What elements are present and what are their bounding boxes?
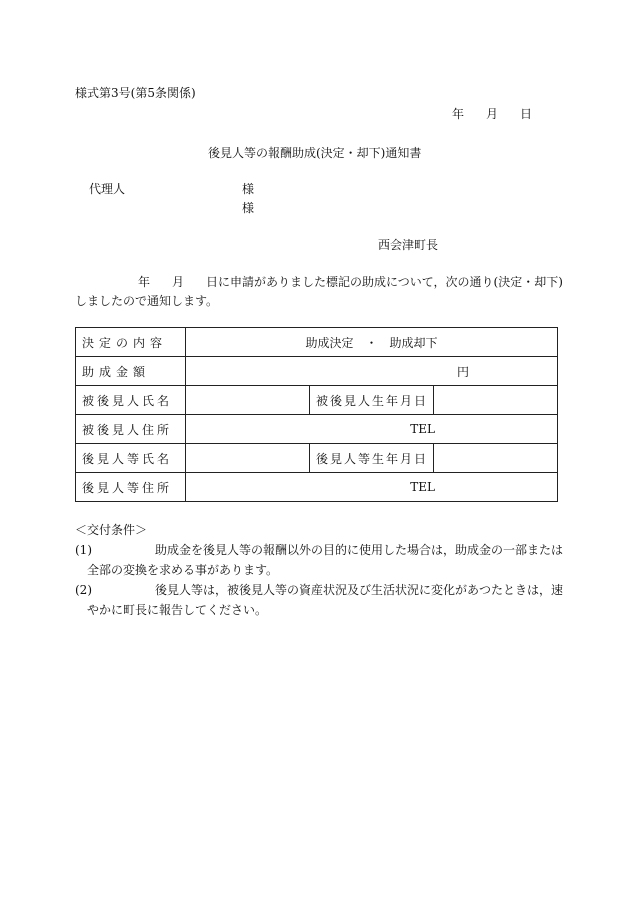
conditions-section [75,520,565,620]
condition-number: (1) [75,543,92,557]
row-label: 被後見人住所 [76,415,186,444]
condition-text-line1: 後見人等は，被後見人等の資産状況及び生活状況に変化があつたときは，速 [155,583,564,597]
guardian-address-tel: TEL [186,473,558,502]
date-day-label: 日 [520,107,533,121]
row-label: 後見人等氏名 [76,444,186,473]
condition-item [75,580,565,620]
table-row [76,473,558,502]
issuer-name: 西会津町長 [378,238,439,252]
condition-text-line2: やかに町長に報告してください。 [87,603,268,617]
condition-item [75,540,565,580]
row-sublabel: 被後見人生年月日 [310,386,434,415]
table-row [76,357,558,386]
condition-text-line2: 全部の変換を求める事があります。 [87,563,279,577]
decision-options: 助成決定 ・ 助成却下 [186,328,558,357]
table-row [76,328,558,357]
row-sublabel: 後見人等生年月日 [310,444,434,473]
agent-label: 代理人 [89,182,126,196]
ward-address-tel: TEL [186,415,558,444]
honorific-2: 様 [242,201,255,215]
ward-name-field [186,386,310,415]
guardian-name-field [186,444,310,473]
row-label: 助成金額 [76,357,186,386]
body-year: 年 [138,275,151,289]
form-number: 様式第3号(第5条関係) [75,86,196,100]
row-label: 被後見人氏名 [76,386,186,415]
date-year-label: 年 [452,107,465,121]
honorific-1: 様 [242,182,255,196]
table-row [76,386,558,415]
condition-number: (2) [75,583,92,597]
body-month: 月 [172,275,185,289]
ward-birthdate-field [434,386,558,415]
conditions-heading: ＜交付条件＞ [75,523,148,537]
table-row [76,415,558,444]
condition-text-line1: 助成金を後見人等の報酬以外の目的に使用した場合は，助成金の一部または [155,543,564,557]
body-line1: 日に申請がありました標記の助成について，次の通り(決定・却下) [206,275,563,289]
document-title: 後見人等の報酬助成(決定・却下)通知書 [208,146,422,160]
row-label: 決定の内容 [76,328,186,357]
table-row [76,444,558,473]
row-label: 後見人等住所 [76,473,186,502]
decision-table [75,327,558,502]
guardian-birthdate-field [434,444,558,473]
body-line2: しましたので通知します。 [75,294,219,308]
date-month-label: 月 [486,107,499,121]
amount-unit: 円 [186,357,558,386]
